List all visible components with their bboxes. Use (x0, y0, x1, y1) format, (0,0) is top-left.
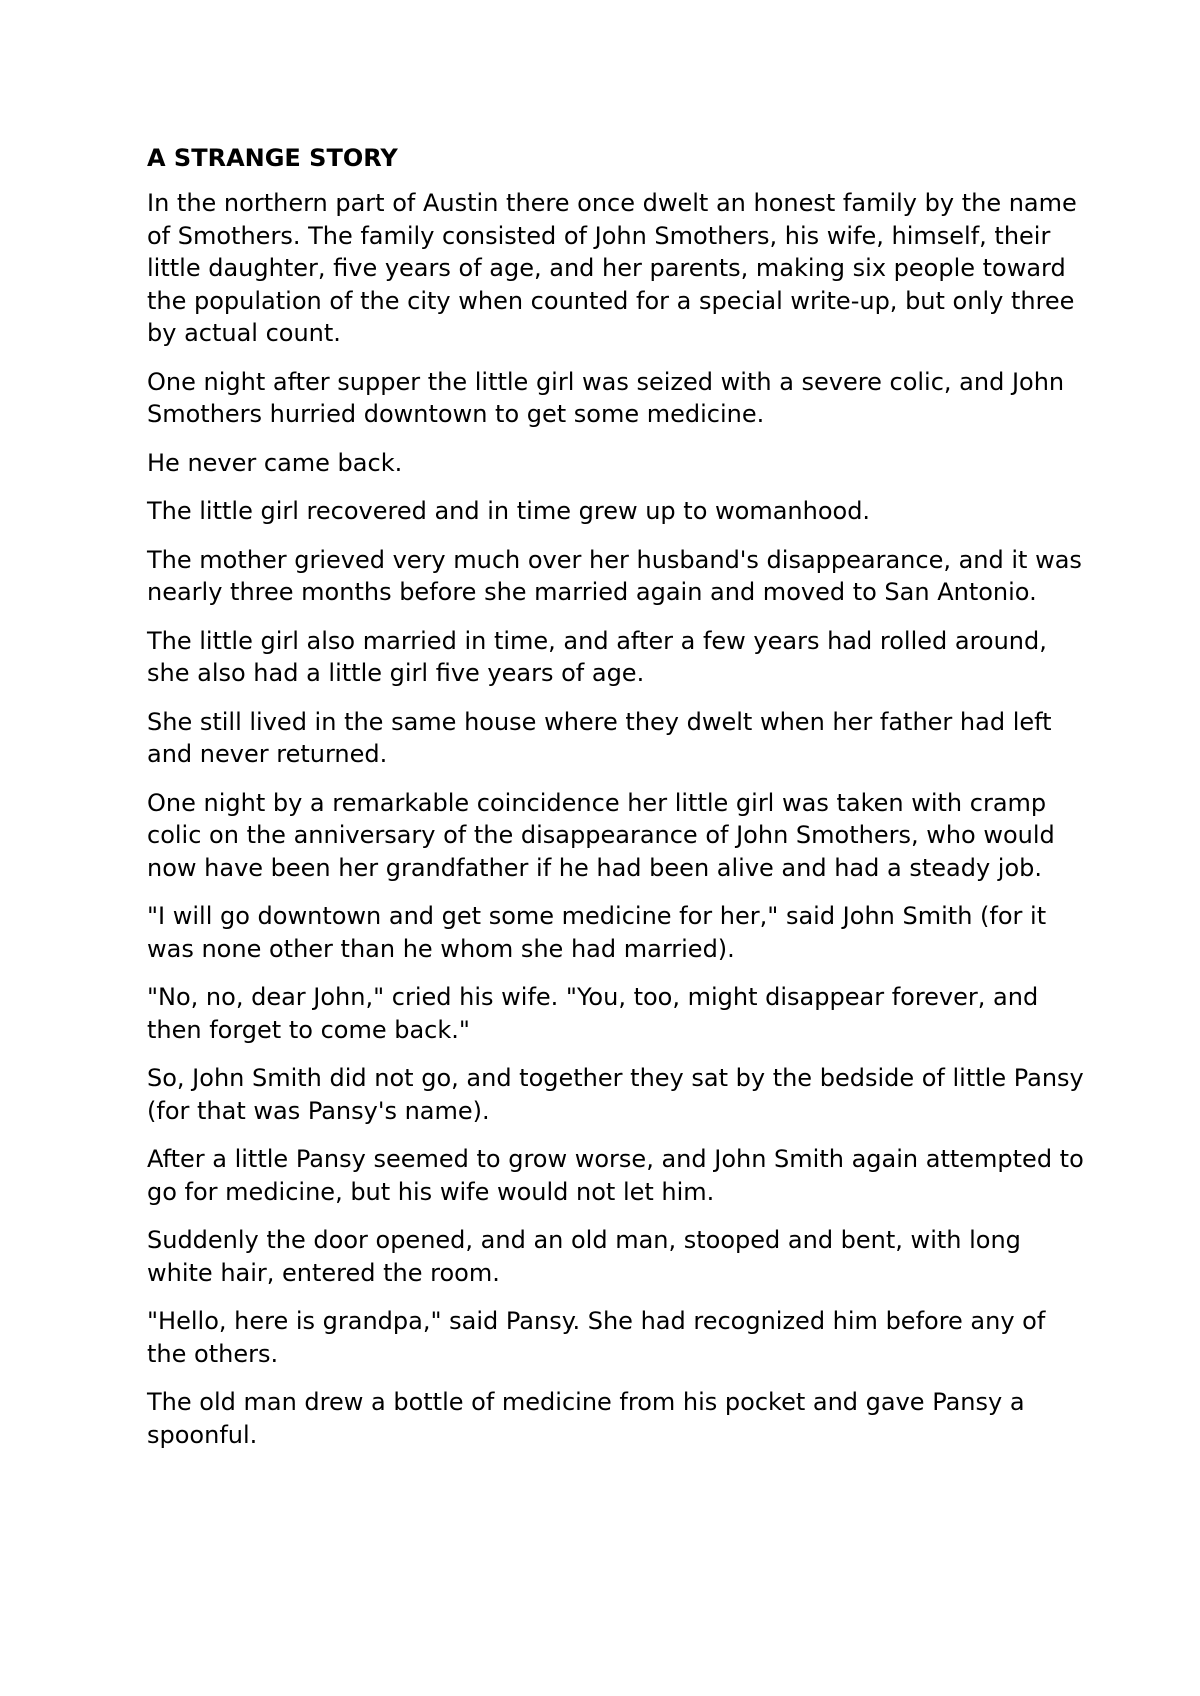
paragraph-4: The little girl recovered and in time grew up to womanhood. (147, 497, 871, 525)
paragraph-11: So, John Smith did not go, and together they sat by the bedside of little Pansy (for that was Pansy's name). (147, 1064, 1084, 1125)
paragraph-5: The mother grieved very much over her husband's disappearance, and it was nearly three months before she married again and moved to San Antonio. (147, 545, 1082, 606)
paragraph-1: In the northern part of Austin there once dwelt an honest family by the name of Smothers. The family consisted of John Smothers, his wife, himself, their little daughter, five years of age, and her parents, making six people toward the population of the city when counted for a special write-up, but only three by actual count. (147, 189, 1077, 347)
paragraph-12: After a little Pansy seemed to grow worse, and John Smith again attempted to go for medicine, but his wife would not let him. (147, 1145, 1084, 1206)
paragraph-9: "I will go downtown and get some medicine for her," said John Smith (for it was none other than he whom she had married). (147, 902, 1047, 963)
paragraph-15: The old man drew a bottle of medicine from his pocket and gave Pansy a spoonful. (147, 1388, 1025, 1449)
paragraph-14: "Hello, here is grandpa," said Pansy. She had recognized him before any of the others. (147, 1307, 1046, 1368)
paragraph-10: "No, no, dear John," cried his wife. "You, too, might disappear forever, and then forget to come back." (147, 983, 1039, 1044)
document-body (147, 142, 1087, 1467)
paragraph-13: Suddenly the door opened, and an old man, stooped and bent, with long white hair, entered the room. (147, 1226, 1021, 1287)
paragraph-6: The little girl also married in time, and after a few years had rolled around, she also had a little girl five years of age. (147, 626, 1047, 687)
paragraph-7: She still lived in the same house where they dwelt when her father had left and never returned. (147, 707, 1052, 768)
story-title: A STRANGE STORY (147, 144, 398, 172)
paragraph-8: One night by a remarkable coincidence her little girl was taken with cramp colic on the anniversary of the disappearance of John Smothers, who would now have been her grandfather if he had been alive and had a steady job. (147, 788, 1055, 882)
paragraph-3: He never came back. (147, 448, 403, 477)
paragraph-2: One night after supper the little girl was seized with a severe colic, and John Smothers hurried downtown to get some medicine. (147, 367, 1065, 428)
